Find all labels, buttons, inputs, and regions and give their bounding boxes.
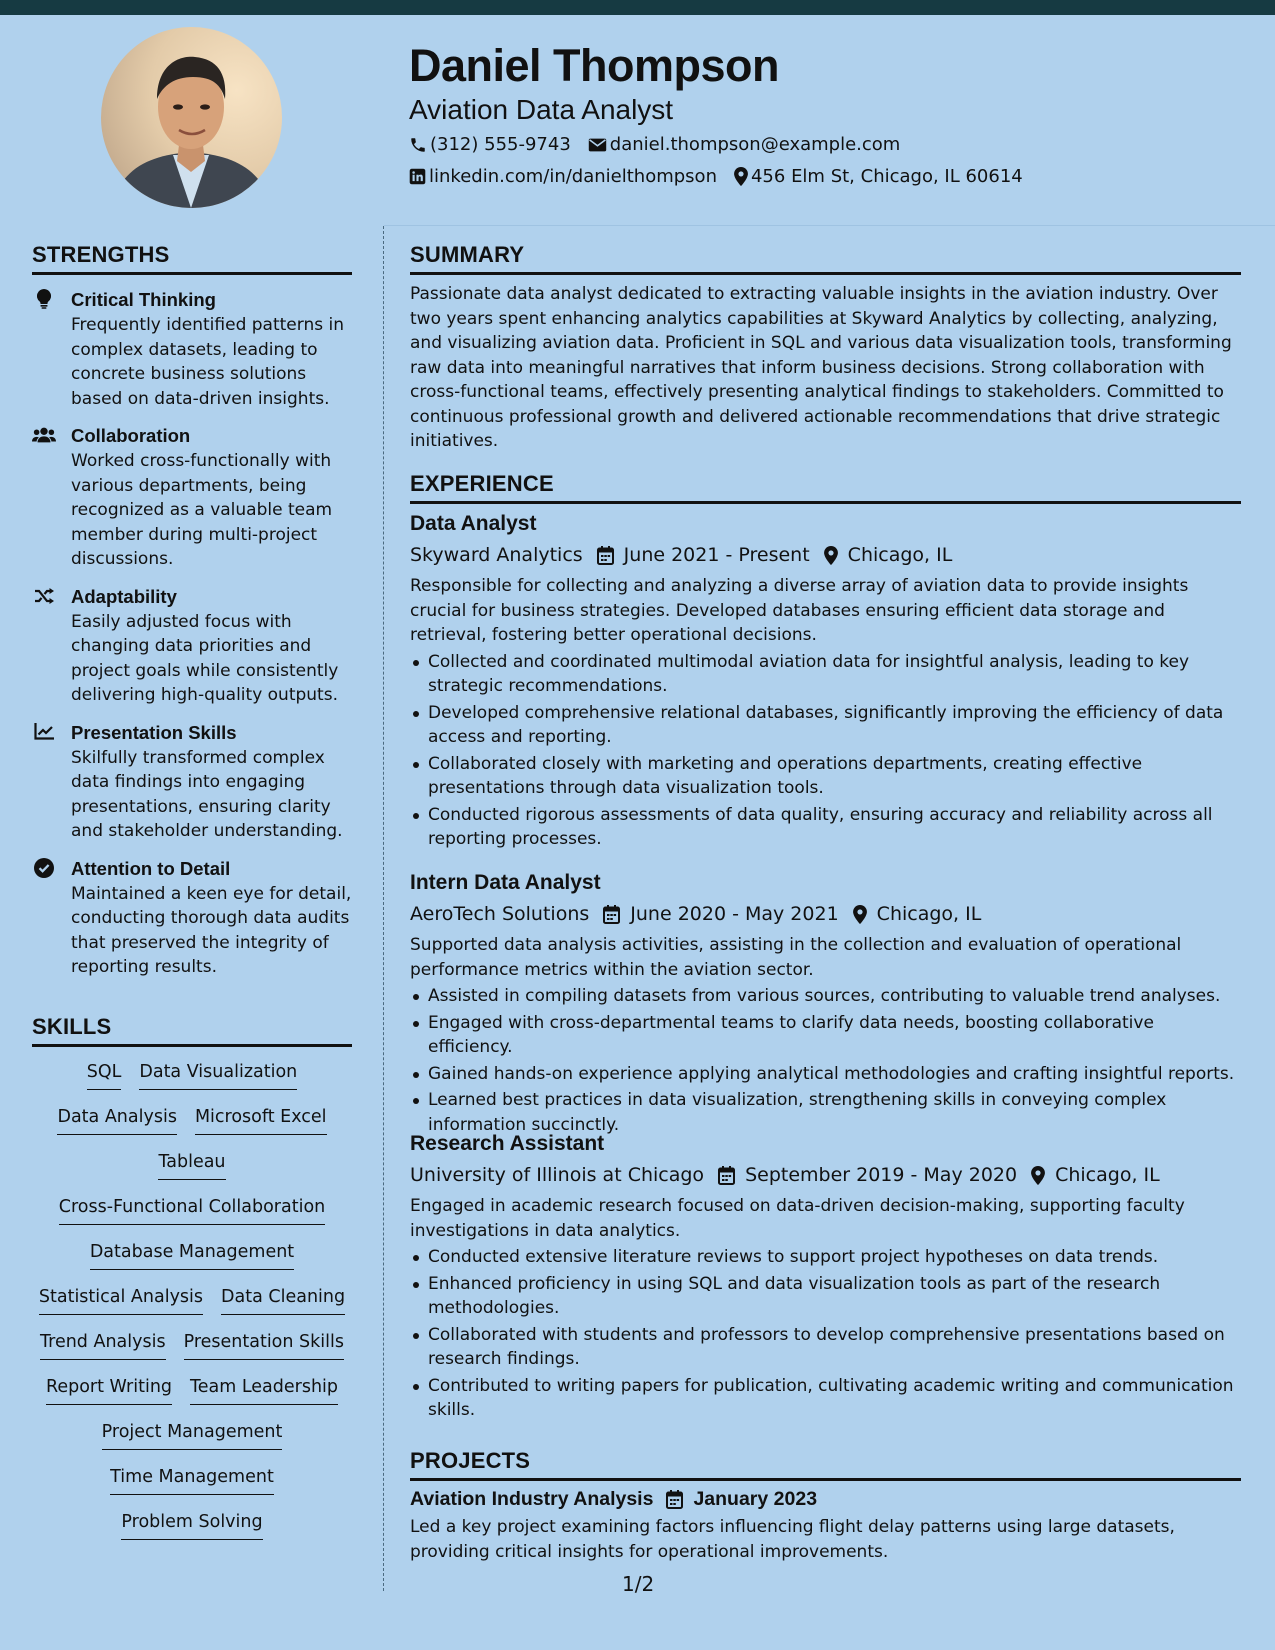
skills-rule: [32, 1044, 352, 1047]
summary-text: Passionate data analyst dedicated to extracting valuable insights in the aviation industry. Over two years spent enhancing analytics capabilities at Skyward Analytics by collecting, analyzing, and visualizing aviation data. Proficient in SQL and various data visualization tools, transforming raw data into meaningful narratives that inform business decisions. Strong collaboration with cross-functional teams, effectively presenting analytical findings to stakeholders. Committed to continuous professional growth and delivered actionable recommendations that drive strategic initiatives.: [410, 284, 1232, 451]
job-location-text: Chicago, IL: [847, 544, 953, 566]
project-header: [410, 1485, 1241, 1513]
job-bullet: Assisted in compiling datasets from various sources, contributing to valuable trend analyses.: [410, 984, 1241, 1009]
job-description: Responsible for collecting and analyzing a diverse array of aviation data to provide insights crucial for business strategies. Developed databases ensuring efficient data storage and retrieval, fostering better operational decisions.: [410, 576, 1189, 645]
calendar-icon: [597, 546, 614, 565]
project-entry: [410, 1485, 1241, 1564]
strength-item: [32, 856, 352, 980]
job-dates: [718, 1161, 1017, 1189]
strength-title: Adaptability: [71, 585, 177, 607]
envelope-icon: [588, 137, 607, 153]
job-entry: [410, 1130, 1241, 1423]
skill-row: [32, 1376, 352, 1421]
skill-tag: Project Management: [102, 1421, 283, 1450]
job-dates: [603, 900, 838, 928]
phone-contact[interactable]: [409, 134, 571, 155]
strengths-heading: STRENGTHS: [32, 242, 170, 267]
job-location: [853, 900, 982, 928]
job-title: Data Analyst: [410, 512, 537, 535]
email-contact[interactable]: [588, 134, 901, 155]
job-company: Skyward Analytics: [410, 544, 583, 566]
linkedin-text: linkedin.com/in/danielthompson: [429, 166, 717, 187]
skill-tag: Cross-Functional Collaboration: [59, 1196, 326, 1225]
strength-desc: Easily adjusted focus with changing data priorities and project goals while consistently delivering high-quality outputs.: [71, 611, 339, 705]
skill-row: [32, 1421, 352, 1466]
job-bullets: [410, 1245, 1241, 1423]
column-divider: [383, 226, 384, 1591]
job-bullets: [410, 984, 1241, 1137]
skill-row: [32, 1196, 352, 1241]
job-location-text: Chicago, IL: [876, 903, 982, 925]
job-meta: [410, 541, 1241, 569]
job-dates: [597, 541, 810, 569]
contact-row-2: [409, 166, 1040, 187]
skill-row: [32, 1241, 352, 1286]
job-bullet: Engaged with cross-departmental teams to clarify data needs, boosting collaborative efficiency.: [410, 1011, 1241, 1060]
job-bullet: Enhanced proficiency in using SQL and data visualization tools as part of the research methodologies.: [410, 1272, 1241, 1321]
experience-rule: [410, 501, 1241, 504]
skill-tag: Data Visualization: [139, 1061, 297, 1090]
skill-tag: Team Leadership: [190, 1376, 338, 1405]
strength-item: [32, 287, 352, 411]
job-bullet: Collaborated with students and professors to develop comprehensive presentations based on research findings.: [410, 1323, 1241, 1372]
map-pin-icon: [734, 167, 748, 186]
strength-title: Critical Thinking: [71, 289, 216, 310]
strength-desc: Skilfully transformed complex data findings into engaging presentations, ensuring clarity and stakeholder understanding.: [71, 747, 343, 841]
candidate-name: Daniel Thompson: [409, 40, 780, 91]
skill-tag: Presentation Skills: [184, 1331, 344, 1360]
job-bullet: Collaborated closely with marketing and operations departments, creating effective presentations through data visualization tools.: [410, 752, 1241, 801]
address-contact: [734, 166, 1023, 187]
skill-tag: Report Writing: [46, 1376, 172, 1405]
job-bullet: Conducted rigorous assessments of data quality, ensuring accuracy and reliability across all reporting processes.: [410, 803, 1241, 852]
job-description: Engaged in academic research focused on data-driven decision-making, supporting faculty investigations in data analytics.: [410, 1196, 1185, 1241]
job-company: University of Illinois at Chicago: [410, 1164, 705, 1186]
candidate-title: Aviation Data Analyst: [409, 94, 674, 125]
skill-row: [32, 1511, 352, 1556]
skill-tag: Data Cleaning: [221, 1286, 345, 1315]
experience-heading: EXPERIENCE: [410, 471, 554, 496]
strengths-rule: [32, 272, 352, 275]
job-bullet: Developed comprehensive relational databases, significantly improving the efficiency of data access and reporting.: [410, 701, 1241, 750]
linkedin-contact[interactable]: [409, 166, 717, 187]
strength-item: [32, 720, 352, 844]
summary-heading: SUMMARY: [410, 242, 525, 267]
job-bullet: Contributed to writing papers for publication, cultivating academic writing and communication skills.: [410, 1374, 1241, 1423]
job-description: Supported data analysis activities, assisting in the collection and evaluation of operational performance metrics within the aviation sector.: [410, 935, 1182, 980]
page-number: 1/2: [622, 1572, 655, 1596]
job-company: AeroTech Solutions: [410, 903, 590, 925]
users-icon: [32, 425, 56, 445]
skills-list: [32, 1061, 352, 1556]
job-dates-text: September 2019 - May 2020: [745, 1164, 1018, 1186]
header-divider: [384, 225, 1275, 226]
job-dates-text: June 2020 - May 2021: [630, 903, 839, 925]
map-pin-icon: [1031, 1166, 1045, 1185]
job-entry: [410, 869, 1241, 1137]
job-bullet: Collected and coordinated multimodal aviation data for insightful analysis, leading to key strategic recommendations.: [410, 650, 1241, 699]
project-title: Aviation Industry Analysis: [410, 1488, 654, 1510]
skill-row: [32, 1466, 352, 1511]
map-pin-icon: [853, 905, 867, 924]
job-title: Intern Data Analyst: [410, 871, 601, 894]
job-entry: [410, 510, 1241, 852]
skill-tag: Time Management: [110, 1466, 274, 1495]
skills-heading: SKILLS: [32, 1014, 112, 1039]
map-pin-icon: [824, 546, 838, 565]
job-bullet: Gained hands-on experience applying analytical methodologies and crafting insightful reports.: [410, 1062, 1241, 1087]
calendar-icon: [718, 1166, 735, 1185]
chart-line-icon: [32, 722, 56, 742]
strength-title: Collaboration: [71, 425, 191, 446]
job-title: Research Assistant: [410, 1132, 605, 1155]
strength-desc: Frequently identified patterns in complex datasets, leading to concrete business solutions based on data-driven insights.: [71, 315, 344, 409]
skill-row: [32, 1061, 352, 1106]
strength-item: [32, 584, 352, 708]
skill-tag: Trend Analysis: [40, 1331, 166, 1360]
skill-row: [32, 1286, 352, 1331]
strength-title: Presentation Skills: [71, 721, 237, 743]
project-description: Led a key project examining factors influencing flight delay patterns using large datasets, providing critical insights for operational improvements.: [410, 1517, 1175, 1562]
job-location: [1031, 1161, 1160, 1189]
job-location: [824, 541, 953, 569]
calendar-icon: [666, 1490, 683, 1509]
address-text: 456 Elm St, Chicago, IL 60614: [750, 166, 1023, 187]
phone-icon: [409, 136, 427, 154]
strengths-list: [32, 287, 352, 992]
skill-tag: Statistical Analysis: [39, 1286, 203, 1315]
skill-row: [32, 1106, 352, 1151]
linkedin-icon: [409, 168, 426, 185]
contact-row-1: [409, 134, 917, 155]
skill-row: [32, 1151, 352, 1196]
phone-text: (312) 555-9743: [430, 134, 571, 155]
job-dates-text: June 2021 - Present: [623, 544, 810, 566]
projects-heading: PROJECTS: [410, 1448, 531, 1473]
calendar-icon: [603, 905, 620, 924]
profile-photo: [101, 27, 282, 208]
check-circle-icon: [32, 858, 56, 878]
job-meta: [410, 900, 1241, 928]
strength-desc: Maintained a keen eye for detail, conducting thorough data audits that preserved the integrity of reporting results.: [71, 883, 352, 977]
skill-tag: SQL: [87, 1061, 122, 1090]
strength-title: Attention to Detail: [71, 857, 231, 879]
skill-tag: Microsoft Excel: [195, 1106, 327, 1135]
job-bullet: Learned best practices in data visualization, strengthening skills in conveying complex information succinctly.: [410, 1088, 1241, 1137]
project-date: January 2023: [693, 1488, 818, 1510]
job-location-text: Chicago, IL: [1055, 1164, 1160, 1186]
job-bullets: [410, 650, 1241, 852]
skill-tag: Data Analysis: [57, 1106, 176, 1135]
job-meta: [410, 1161, 1241, 1189]
projects-rule: [410, 1478, 1241, 1481]
top-accent-bar: [0, 0, 1275, 15]
job-bullet: Conducted extensive literature reviews to support project hypotheses on data trends.: [410, 1245, 1241, 1270]
skill-tag: Tableau: [158, 1151, 225, 1180]
skill-row: [32, 1331, 352, 1376]
skill-tag: Problem Solving: [121, 1511, 262, 1540]
lightbulb-icon: [32, 289, 56, 309]
strength-item: [32, 423, 352, 572]
email-text: daniel.thompson@example.com: [609, 134, 901, 155]
shuffle-icon: [32, 586, 56, 606]
strength-desc: Worked cross-functionally with various departments, being recognized as a valuable team member during multi-project discussions.: [71, 451, 333, 569]
skill-tag: Database Management: [90, 1241, 294, 1270]
summary-rule: [410, 272, 1241, 275]
